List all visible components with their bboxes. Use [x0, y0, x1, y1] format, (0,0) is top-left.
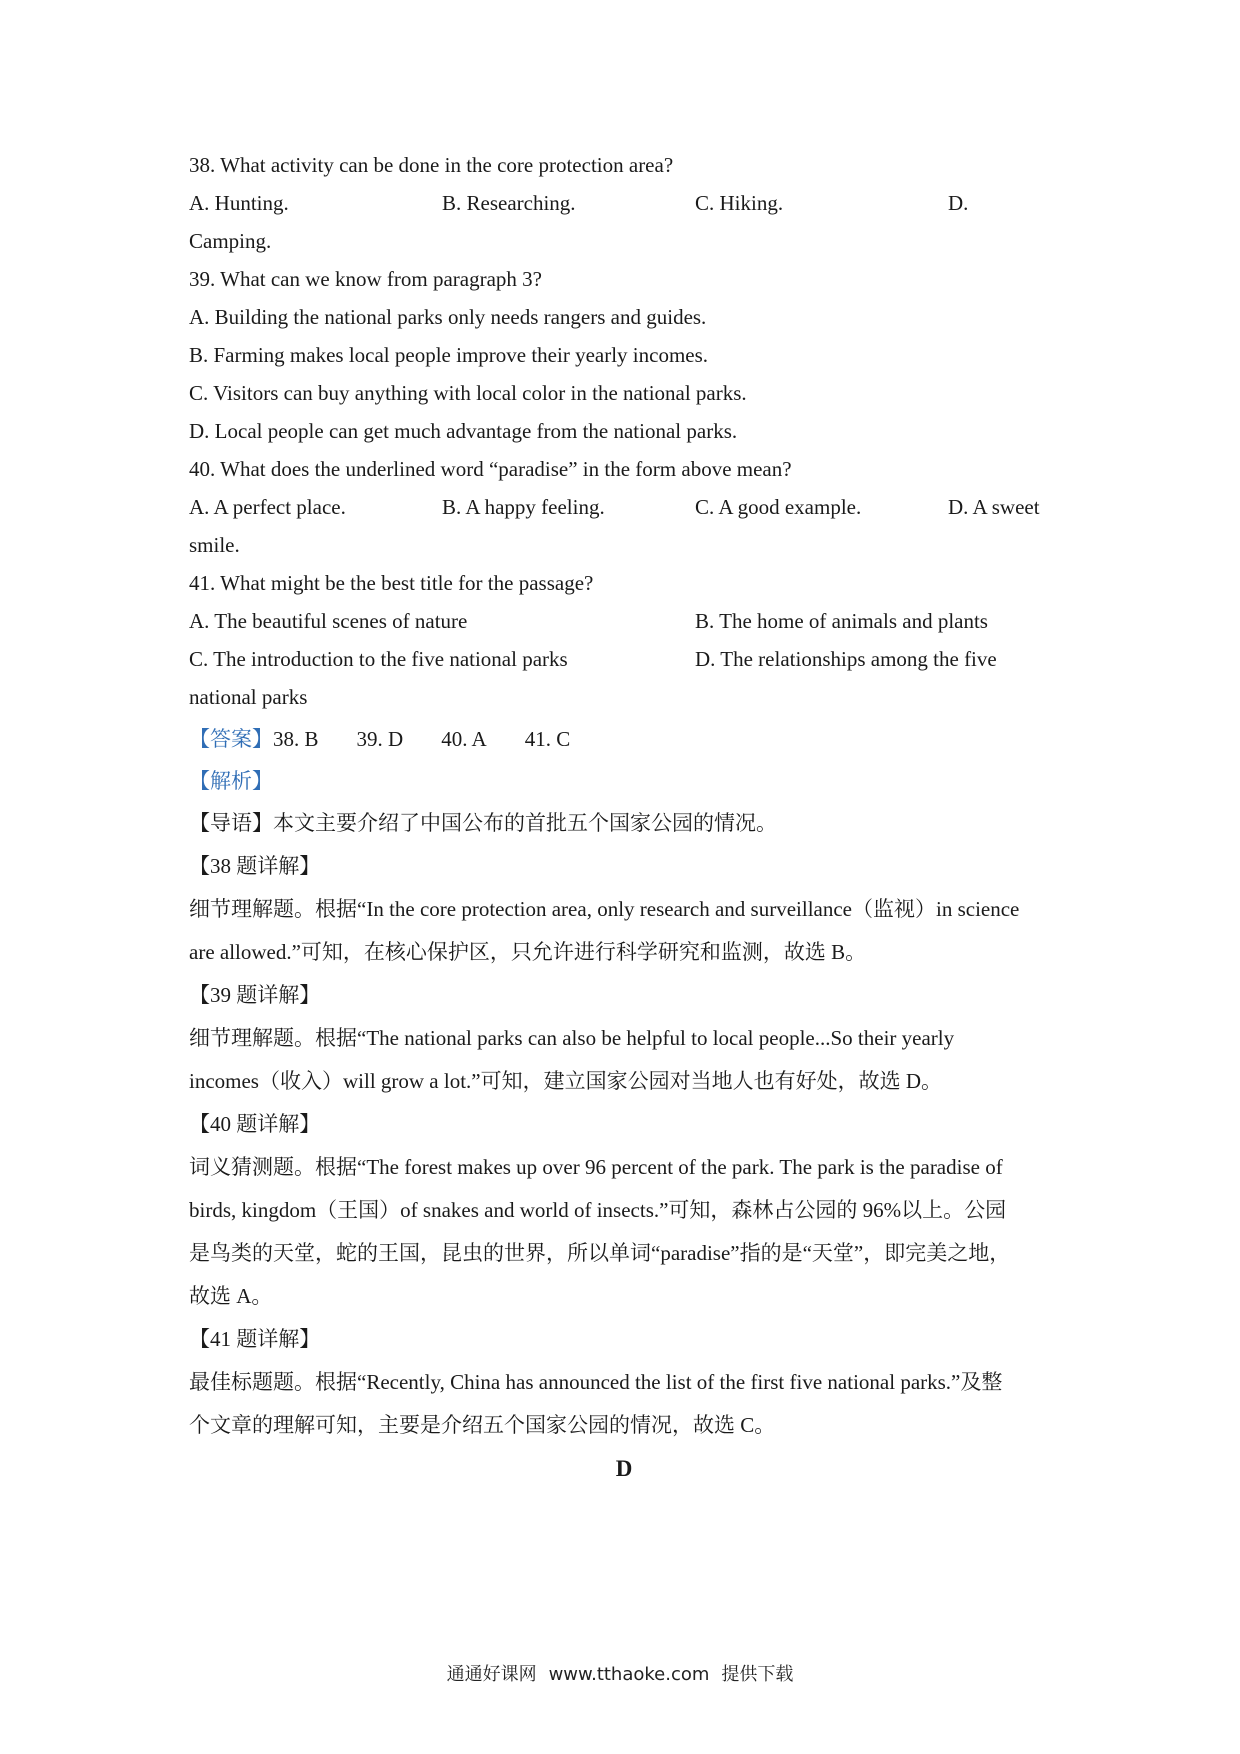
- question-41-option-b: B. The home of animals and plants: [695, 609, 988, 633]
- section-heading-d: D: [615, 1456, 633, 1481]
- question-41-option-c: C. The introduction to the five national parks: [189, 647, 568, 671]
- question-41-option-d-wrap: national parks: [189, 685, 308, 709]
- question-38-option-c: C. Hiking.: [695, 191, 784, 215]
- answer-item: 38. B: [273, 727, 319, 751]
- question-38-options: [189, 184, 1069, 222]
- question-40-options: [189, 488, 1069, 526]
- answer-line: [189, 718, 1069, 760]
- question-40-option-c: C. A good example.: [695, 495, 862, 519]
- page-footer: [0, 1660, 1240, 1686]
- answer-item: 40. A: [441, 727, 487, 751]
- explanation-39-title: 【39 题详解】: [189, 983, 321, 1007]
- document-content: [189, 146, 1069, 1490]
- question-41-stem: 41. What might be the best title for the passage?: [189, 571, 594, 595]
- explanation-40-title: 【40 题详解】: [189, 1112, 321, 1136]
- question-38-stem: 38. What activity can be done in the core protection area?: [189, 153, 674, 177]
- explanation-38-line: are allowed.”可知，在核心保护区，只允许进行科学研究和监测，故选 B。: [189, 940, 867, 964]
- question-40-option-d: D. A sweet: [948, 495, 1040, 519]
- explanation-41-line: 最佳标题题。根据“Recently, China has announced the list of the first five national parks.”及整: [189, 1370, 1003, 1394]
- explanation-38-title: 【38 题详解】: [189, 854, 321, 878]
- footer-suffix: 提供下载: [721, 1664, 794, 1685]
- question-41-option-d: D. The relationships among the five: [695, 647, 997, 671]
- question-38-option-b: B. Researching.: [442, 191, 576, 215]
- answer-label: 【答案】: [189, 727, 273, 751]
- explanation-41-title: 【41 题详解】: [189, 1327, 321, 1351]
- answer-item: 39. D: [356, 727, 404, 751]
- explanation-39-line: 细节理解题。根据“The national parks can also be helpful to local people...So their yearly: [189, 1026, 955, 1050]
- explanation-40-line: 故选 A。: [189, 1284, 273, 1308]
- question-39-option-a: A. Building the national parks only needs rangers and guides.: [189, 305, 707, 329]
- answer-item: 41. C: [524, 727, 571, 751]
- question-39-option-c: C. Visitors can buy anything with local color in the national parks.: [189, 381, 747, 405]
- footer-url[interactable]: www.tthaoke.com: [548, 1664, 710, 1685]
- guide-text: 【导语】本文主要介绍了中国公布的首批五个国家公园的情况。: [189, 811, 777, 835]
- question-41-options-row2: [189, 640, 1069, 678]
- question-39-option-b: B. Farming makes local people improve their yearly incomes.: [189, 343, 709, 367]
- question-40-option-a: A. A perfect place.: [189, 495, 346, 519]
- question-38-option-a: A. Hunting.: [189, 191, 289, 215]
- explanation-39-line: incomes（收入）will grow a lot.”可知，建立国家公园对当地人也有好处，故选 D。: [189, 1069, 943, 1093]
- question-40-option-b: B. A happy feeling.: [442, 495, 605, 519]
- question-39-option-d: D. Local people can get much advantage from the national parks.: [189, 419, 738, 443]
- explanation-38-line: 细节理解题。根据“In the core protection area, only research and surveillance（监视）in science: [189, 897, 1020, 921]
- question-40-option-d-wrap: smile.: [189, 533, 240, 557]
- explanation-40-line: 是鸟类的天堂，蛇的王国，昆虫的世界，所以单词“paradise”指的是“天堂”，即完美之地，: [189, 1241, 1011, 1265]
- explanation-40-line: 词义猜测题。根据“The forest makes up over 96 percent of the park. The park is the paradise of: [189, 1155, 1003, 1179]
- question-38-option-d-wrap: Camping.: [189, 229, 272, 253]
- question-41-options-row1: [189, 602, 1069, 640]
- question-39-stem: 39. What can we know from paragraph 3?: [189, 267, 542, 291]
- footer-site-name: 通通好课网: [446, 1664, 537, 1685]
- explanation-40-line: birds, kingdom（王国）of snakes and world of insects.”可知，森林占公园的 96%以上。公园: [189, 1198, 1007, 1222]
- analysis-label: 【解析】: [189, 769, 273, 793]
- question-41-option-a: A. The beautiful scenes of nature: [189, 609, 468, 633]
- question-40-stem: 40. What does the underlined word “paradise” in the form above mean?: [189, 457, 792, 481]
- explanation-41-line: 个文章的理解可知，主要是介绍五个国家公园的情况，故选 C。: [189, 1413, 776, 1437]
- question-38-option-d: D.: [948, 191, 969, 215]
